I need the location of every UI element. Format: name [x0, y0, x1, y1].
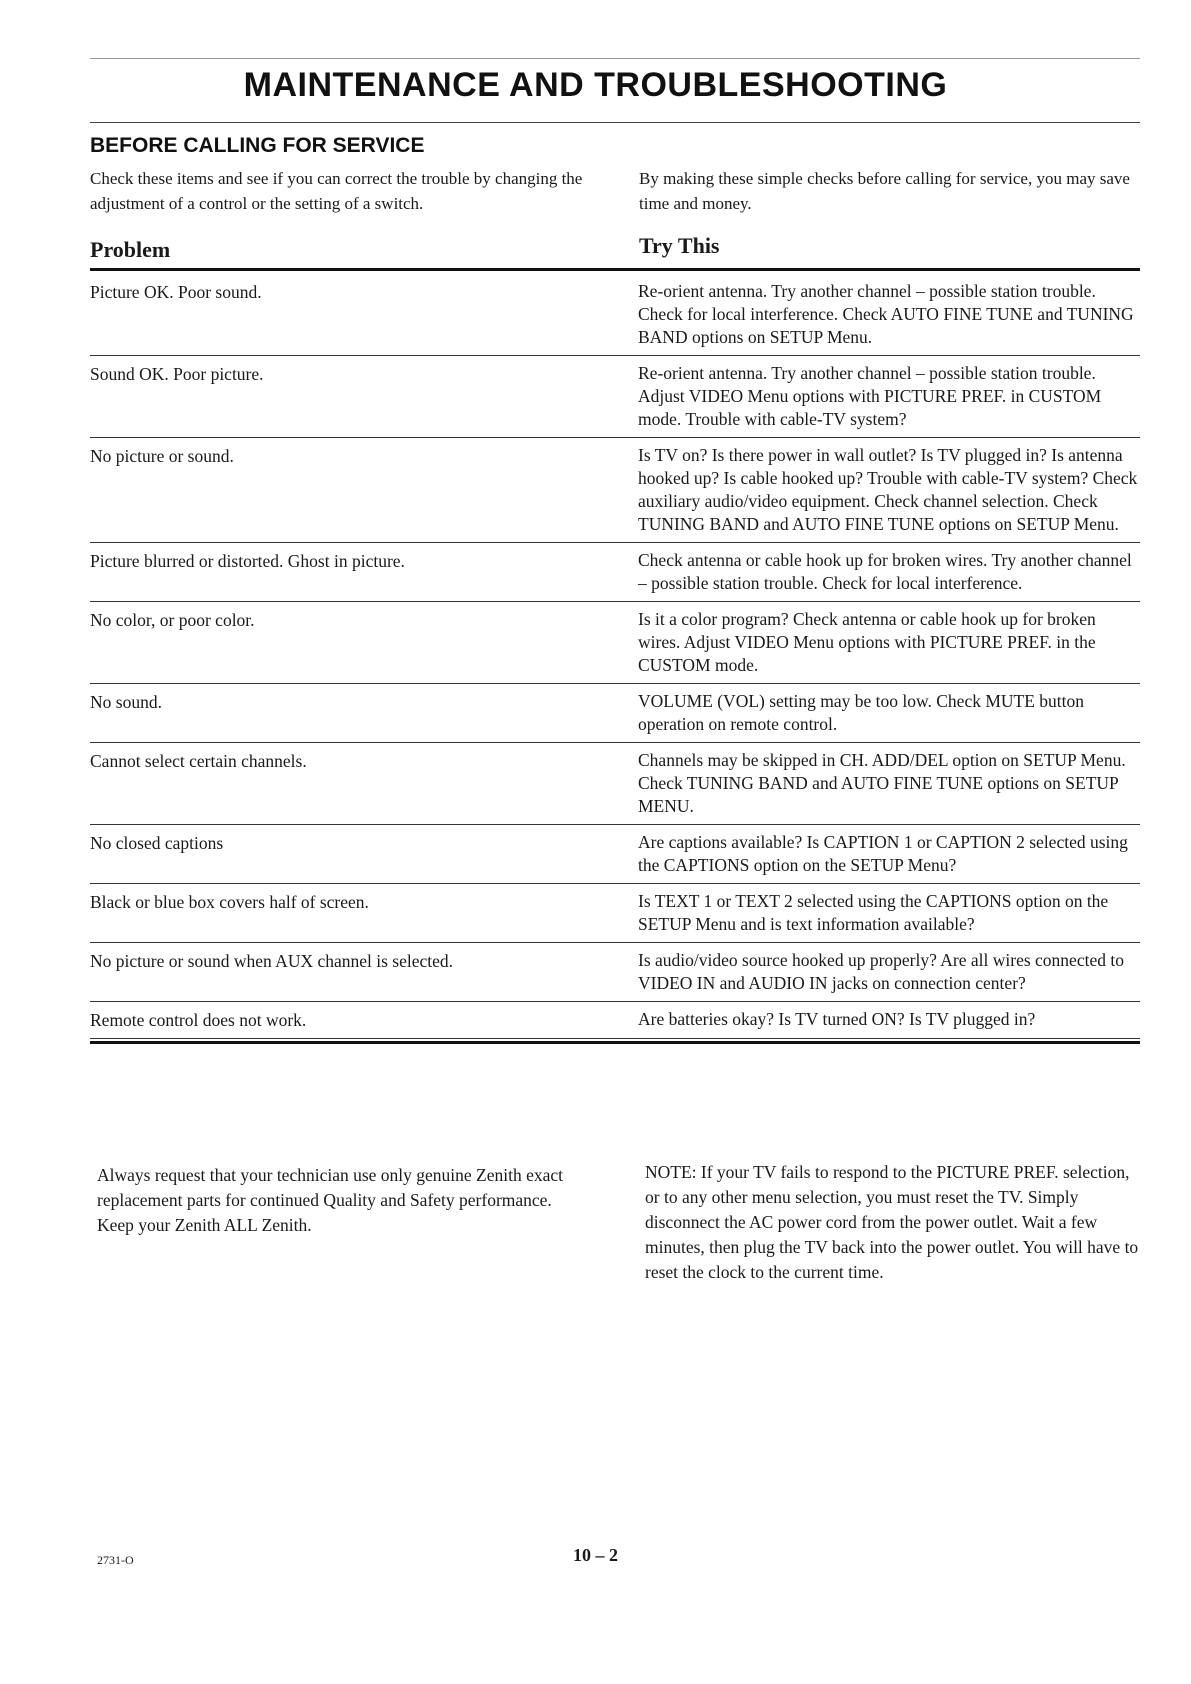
section-heading: BEFORE CALLING FOR SERVICE [90, 134, 425, 157]
intro-right: By making these simple checks before calling for service, you may save time and money. [639, 169, 1130, 213]
problem-cell: No sound. [90, 692, 162, 712]
problem-cell: No color, or poor color. [90, 610, 255, 630]
footer-left-text: Always request that your technician use only genuine Zenith exact replacement parts for continued Quality and Safety performance. Keep your Zenith ALL Zenith. [97, 1165, 564, 1235]
try-this-cell: Are captions available? Is CAPTION 1 or CAPTION 2 selected using the CAPTIONS option on the SETUP Menu? [638, 832, 1128, 875]
note-label: NOTE: [645, 1162, 697, 1182]
table-row [90, 743, 1140, 825]
table-bottom-rule [90, 1041, 1140, 1044]
table-row [90, 274, 1140, 356]
problem-cell: No picture or sound. [90, 446, 234, 466]
problem-cell: Black or blue box covers half of screen. [90, 892, 369, 912]
problem-cell: Picture OK. Poor sound. [90, 282, 262, 302]
table-row [90, 438, 1140, 543]
try-this-cell: Is TV on? Is there power in wall outlet? Is TV plugged in? Is antenna hooked up? Is cable hooked up? Trouble with cable-TV system? Check auxiliary audio/video equipment. Check channel selection. Check TUNING BAND and AUTO FINE TUNE options on SETUP Menu. [638, 445, 1138, 534]
table-row [90, 825, 1140, 884]
try-this-cell: Is audio/video source hooked up properly? Are all wires connected to VIDEO IN and AUDIO IN jacks on connection center? [638, 950, 1124, 993]
problem-cell: No picture or sound when AUX channel is selected. [90, 951, 454, 971]
try-this-cell: VOLUME (VOL) setting may be too low. Check MUTE button operation on remote control. [638, 691, 1085, 734]
try-this-cell: Re-orient antenna. Try another channel – possible station trouble. Adjust VIDEO Menu options with PICTURE PREF. in CUSTOM mode. Trouble with cable-TV system? [638, 363, 1102, 429]
table-row [90, 356, 1140, 438]
column-header-try-this: Try This [639, 233, 720, 258]
try-this-cell: Re-orient antenna. Try another channel – possible station trouble. Check for local interference. Check AUTO FINE TUNE and TUNING BAND options on SETUP Menu. [638, 281, 1134, 347]
table-top-rule [90, 268, 1140, 271]
try-this-cell: Are batteries okay? Is TV turned ON? Is TV plugged in? [638, 1009, 1036, 1029]
try-this-cell: Check antenna or cable hook up for broken wires. Try another channel – possible station trouble. Check for local interference. [638, 550, 1132, 593]
problem-cell: Remote control does not work. [90, 1010, 307, 1030]
problem-cell: Cannot select certain channels. [90, 751, 307, 771]
document-code: 2731-O [97, 1553, 134, 1567]
table-row [90, 1002, 1140, 1039]
intro-left: Check these items and see if you can correct the trouble by changing the adjustment of a control or the setting of a switch. [90, 169, 583, 213]
note-text: If your TV fails to respond to the PICTURE PREF. selection, or to any other menu selection, you must reset the TV. Simply disconnect the AC power cord from the power outlet. Wait a few minutes, then plug the TV back into the power outlet. You will have to reset the clock to the current time. [645, 1162, 1139, 1282]
try-this-cell: Channels may be skipped in CH. ADD/DEL option on SETUP Menu. Check TUNING BAND and AUTO FINE TUNE options on SETUP MENU. [638, 750, 1126, 816]
troubleshooting-table [90, 274, 1140, 1044]
page-number: 10 – 2 [573, 1545, 618, 1565]
try-this-cell: Is TEXT 1 or TEXT 2 selected using the CAPTIONS option on the SETUP Menu and is text information available? [638, 891, 1109, 934]
problem-cell: Sound OK. Poor picture. [90, 364, 264, 384]
column-header-problem: Problem [90, 237, 171, 262]
table-row [90, 684, 1140, 743]
problem-cell: No closed captions [90, 833, 224, 853]
table-row [90, 543, 1140, 602]
table-row [90, 943, 1140, 1002]
problem-cell: Picture blurred or distorted. Ghost in picture. [90, 551, 405, 571]
title-rule [90, 122, 1140, 123]
try-this-cell: Is it a color program? Check antenna or cable hook up for broken wires. Adjust VIDEO Menu options with PICTURE PREF. in the CUSTOM mode. [638, 609, 1096, 675]
table-row [90, 602, 1140, 684]
table-row [90, 884, 1140, 943]
footer-note [645, 1160, 1140, 1285]
page-title: MAINTENANCE AND TROUBLESHOOTING [243, 66, 948, 104]
top-rule [90, 58, 1140, 59]
